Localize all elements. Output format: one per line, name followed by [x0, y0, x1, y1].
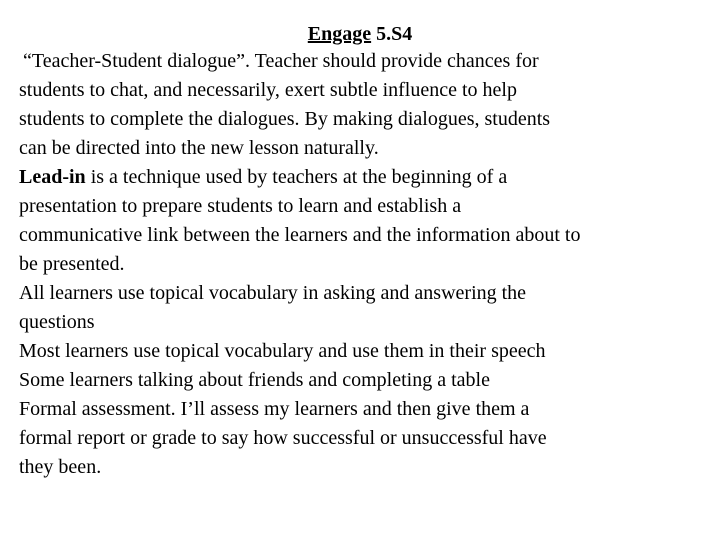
text-line [19, 134, 709, 163]
title-keyword: Engage [307, 23, 372, 45]
title-code: 5.S4 [371, 23, 413, 45]
text-line [19, 337, 709, 366]
text-line [19, 279, 709, 308]
text-line-content: Most learners use topical vocabulary and use them in their speech [19, 340, 546, 362]
text-line-content: presentation to prepare students to learn and establish a [19, 195, 462, 217]
text-line-content: All learners use topical vocabulary in asking and answering the [19, 282, 527, 304]
text-line-content: questions [19, 311, 95, 333]
text-line-content: is a technique used by teachers at the beginning of a [85, 166, 508, 188]
text-line [19, 250, 709, 279]
text-line-content: “Teacher-Student dialogue”. Teacher should provide chances for [23, 50, 539, 72]
lead-in-term: Lead-in [19, 166, 86, 188]
text-line-content: students to chat, and necessarily, exert subtle influence to help [19, 79, 517, 101]
text-line-content: Formal assessment. I’ll assess my learners and then give them a [19, 398, 530, 420]
text-line-content: communicative link between the learners and the information about to [19, 224, 581, 246]
text-line-content: formal report or grade to say how successful or unsuccessful have [19, 427, 547, 449]
text-line [19, 453, 709, 482]
text-line [19, 395, 709, 424]
text-line [19, 221, 709, 250]
text-line [19, 308, 709, 337]
text-line [19, 424, 709, 453]
body-text [19, 47, 709, 482]
text-line-content: they been. [19, 456, 102, 478]
text-line-content: students to complete the dialogues. By making dialogues, students [19, 108, 551, 130]
text-line-content: be presented. [19, 253, 125, 275]
text-line [19, 76, 709, 105]
text-line-content: can be directed into the new lesson naturally. [19, 137, 379, 159]
text-line [19, 163, 709, 192]
slide-title [0, 21, 720, 47]
text-line [19, 105, 709, 134]
text-line [19, 192, 709, 221]
text-line [19, 366, 709, 395]
text-line-content: Some learners talking about friends and completing a table [19, 369, 490, 391]
text-line [19, 47, 709, 76]
